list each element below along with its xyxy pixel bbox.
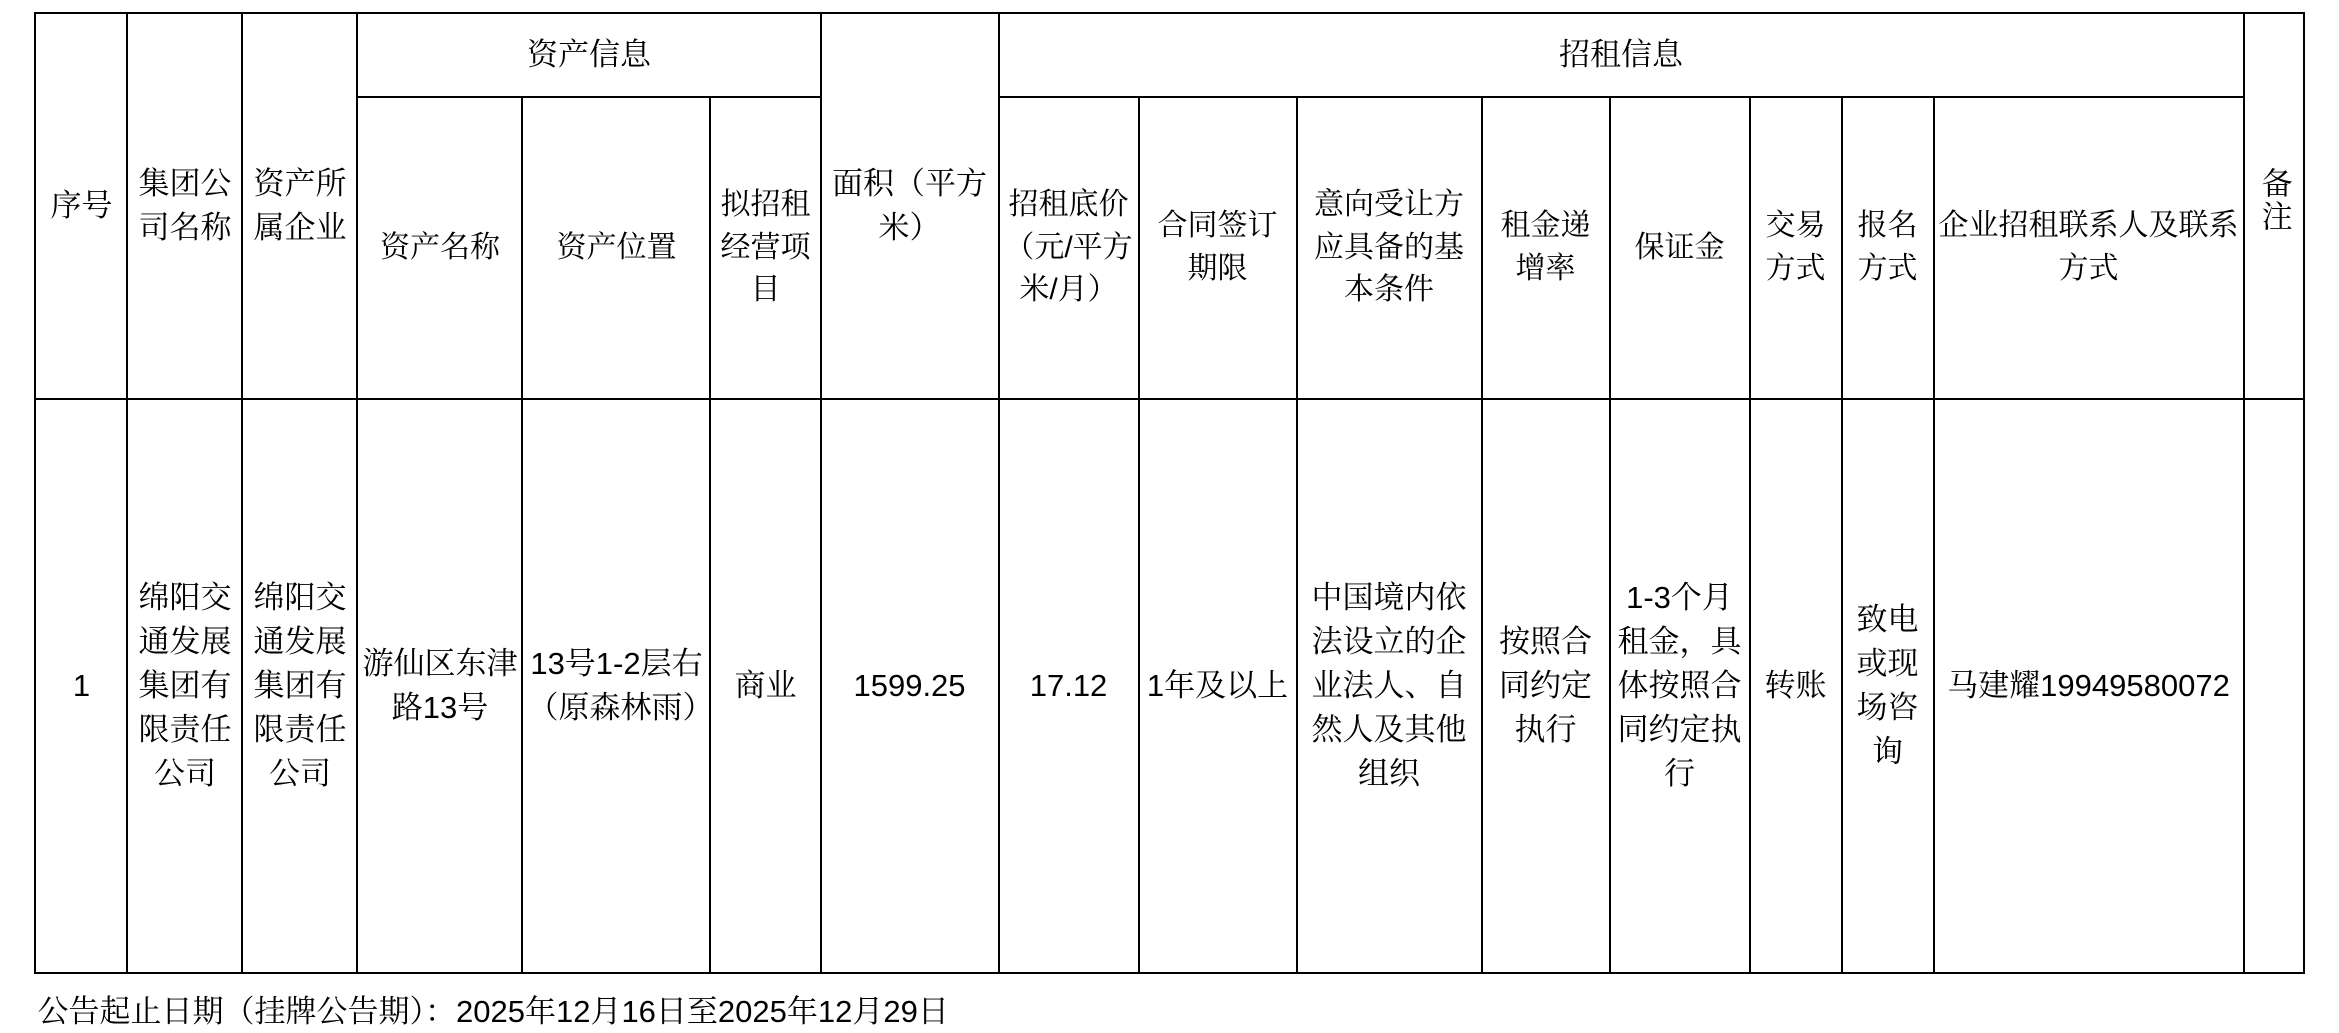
cell-asset-name: 游仙区东津路13号 — [357, 399, 522, 973]
asset-listing-table — [34, 12, 2304, 974]
cell-project: 商业 — [710, 399, 820, 973]
announcement-period-note: 公告起止日期（挂牌公告期）：2025年12月16日至2025年12月29日 — [37, 994, 949, 1029]
column-header-asset-enterprise: 资产所属企业 — [242, 13, 357, 399]
column-header-conditions: 意向受让方应具备的基本条件 — [1297, 97, 1482, 399]
cell-conditions: 中国境内依法设立的企业法人、自然人及其他组织 — [1297, 399, 1482, 973]
cell-contact: 马建耀19949580072 — [1934, 399, 2244, 973]
column-header-base-price: 招租底价（元/平方米/月） — [999, 97, 1139, 399]
column-header-signup-method: 报名方式 — [1842, 97, 1934, 399]
column-header-asset-location: 资产位置 — [522, 97, 710, 399]
group-header-leasing-info: 招租信息 — [999, 13, 2244, 97]
column-header-project: 拟招租经营项目 — [710, 97, 820, 399]
column-header-trade-method: 交易方式 — [1750, 97, 1842, 399]
cell-trade-method: 转账 — [1750, 399, 1842, 973]
column-header-area: 面积（平方米） — [821, 13, 999, 399]
cell-deposit: 1-3个月租金，具体按照合同约定执行 — [1610, 399, 1750, 973]
cell-remark — [2244, 399, 2304, 973]
column-header-deposit: 保证金 — [1610, 97, 1750, 399]
cell-asset-enterprise: 绵阳交通发展集团有限责任公司 — [242, 399, 357, 973]
cell-contract-term: 1年及以上 — [1139, 399, 1297, 973]
cell-signup-method: 致电或现场咨询 — [1842, 399, 1934, 973]
cell-base-price: 17.12 — [999, 399, 1139, 973]
cell-seq: 1 — [35, 399, 127, 973]
column-header-increase-rate: 租金递增率 — [1482, 97, 1610, 399]
group-header-asset-info: 资产信息 — [357, 13, 820, 97]
table-row — [35, 399, 2303, 973]
column-header-contract-term: 合同签订期限 — [1139, 97, 1297, 399]
column-header-remark: 备注 — [2244, 13, 2304, 399]
column-header-group-company: 集团公司名称 — [127, 13, 242, 399]
table-column-header-row — [35, 97, 2303, 399]
cell-area: 1599.25 — [821, 399, 999, 973]
cell-increase-rate: 按照合同约定执行 — [1482, 399, 1610, 973]
cell-group-company: 绵阳交通发展集团有限责任公司 — [127, 399, 242, 973]
column-header-asset-name: 资产名称 — [357, 97, 522, 399]
column-header-seq: 序号 — [35, 13, 127, 399]
column-header-contact: 企业招租联系人及联系方式 — [1934, 97, 2244, 399]
table-group-header-row — [35, 13, 2303, 97]
table-body — [35, 399, 2303, 973]
cell-asset-location: 13号1-2层右（原森林雨） — [522, 399, 710, 973]
table-header — [35, 13, 2303, 399]
